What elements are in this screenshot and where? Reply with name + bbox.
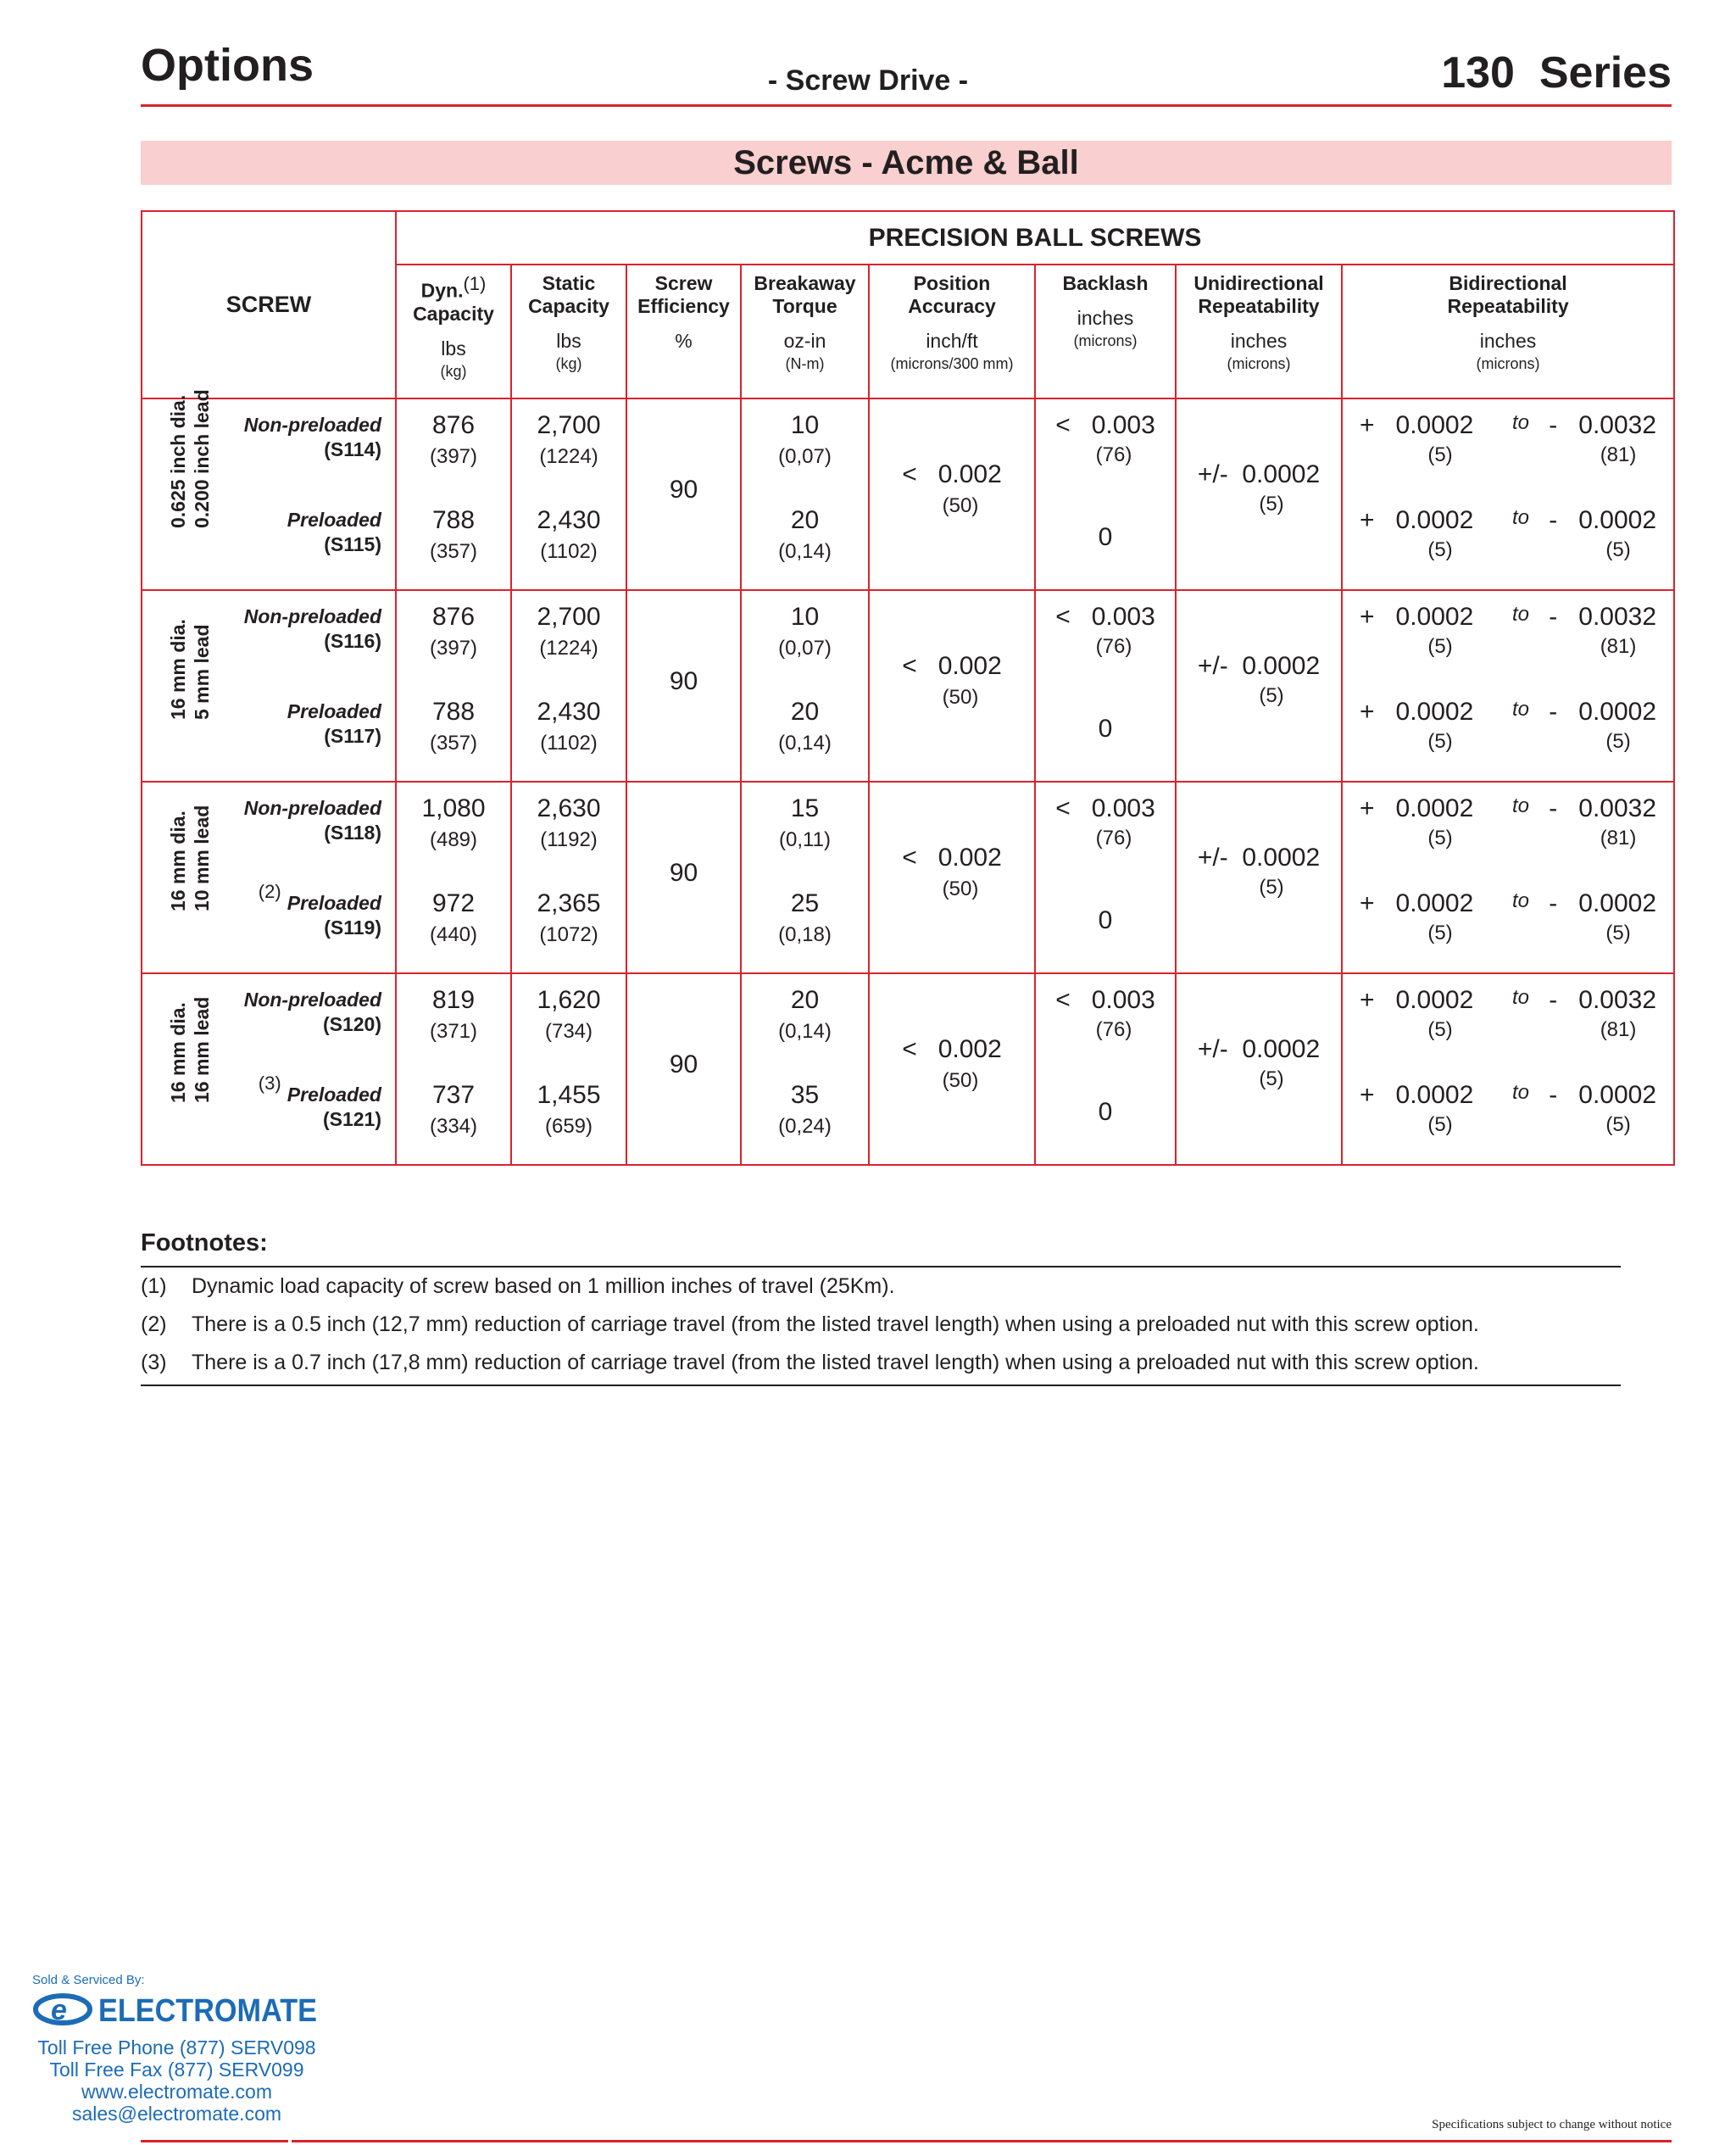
disclaimer-notice: Specifications subject to change without notice — [1432, 2118, 1672, 2131]
footnotes-top-rule — [141, 1266, 1621, 1268]
value: (50) — [942, 494, 979, 517]
variant-code: (S117) — [324, 725, 381, 747]
value: (659) — [544, 1115, 593, 1138]
variant-code: (S118) — [324, 822, 381, 844]
column-title: Position — [913, 272, 991, 294]
torque-cell — [741, 782, 869, 973]
column-header — [869, 265, 1035, 398]
screw-column-header: SCREW — [142, 211, 396, 398]
value: (5) — [1605, 538, 1631, 561]
precision-ball-screws-header: PRECISION BALL SCREWS — [396, 211, 1674, 265]
variant-name: Non-preloaded — [243, 989, 381, 1011]
value: 0 — [1098, 523, 1113, 551]
value: 90 — [669, 667, 698, 695]
value: (0,18) — [778, 923, 832, 946]
header-divider — [141, 104, 1672, 107]
to-label: to — [1511, 506, 1529, 529]
footer-rule-right — [292, 2140, 1672, 2142]
variant-code: (S119) — [324, 916, 381, 939]
column-header — [741, 265, 869, 398]
value: 788 — [431, 506, 476, 534]
sold-by-label: Sold & Serviced By: — [32, 1973, 145, 1987]
value: 788 — [431, 698, 476, 726]
unidirectional-cell — [1176, 782, 1342, 973]
variant-code: (S115) — [324, 533, 381, 555]
column-unit-metric: (microns) — [1476, 355, 1540, 372]
value: (5) — [1259, 876, 1284, 899]
column-unit-metric: (microns) — [1227, 355, 1291, 372]
value: (0,14) — [778, 732, 832, 755]
value: (5) — [1427, 1113, 1453, 1136]
value: < 0.003 — [1055, 986, 1155, 1014]
column-unit: oz-in — [783, 330, 826, 352]
value: (5) — [1427, 443, 1453, 466]
value: (5) — [1259, 493, 1284, 515]
ball-screw-spec-table — [141, 210, 1675, 1166]
brand-name: ELECTROMATE — [98, 1993, 317, 2029]
footnotes-title: Footnotes: — [141, 1229, 268, 1256]
column-unit: lbs — [441, 337, 466, 359]
value: (5) — [1605, 730, 1631, 753]
value: + 0.0002 — [1360, 1081, 1474, 1109]
to-label: to — [1511, 411, 1529, 434]
screw-group-row — [142, 398, 1674, 590]
value: (81) — [1600, 635, 1637, 658]
value: 819 — [431, 986, 476, 1014]
variant-non-preloaded — [244, 604, 381, 654]
value: 737 — [431, 1081, 476, 1109]
column-header — [1035, 265, 1176, 398]
value: + 0.0002 — [1360, 889, 1474, 917]
value: (81) — [1600, 443, 1637, 466]
footnote-1 — [141, 1274, 895, 1299]
value: 0 — [1098, 715, 1113, 743]
variant-name: Preloaded — [287, 892, 381, 914]
value: (5) — [1427, 730, 1453, 753]
footnote-ref: (2) — [258, 881, 281, 902]
value: 2,700 — [537, 603, 601, 631]
value: (50) — [942, 1069, 979, 1092]
value: (0,11) — [779, 828, 831, 851]
value: 0 — [1098, 906, 1113, 934]
column-title: Dyn. — [420, 279, 464, 302]
column-title-line2: Efficiency — [637, 295, 730, 317]
variant-code: (S116) — [324, 630, 381, 652]
page-subtitle: - Screw Drive - — [767, 64, 969, 97]
value: 1,455 — [537, 1081, 601, 1109]
page-section-title: Options — [141, 40, 314, 91]
value: - 0.0032 — [1549, 986, 1657, 1014]
column-unit-metric: (microns) — [1073, 332, 1138, 349]
value: - 0.0002 — [1549, 698, 1657, 726]
column-title-line2: Torque — [772, 295, 837, 317]
value: + 0.0002 — [1360, 986, 1474, 1014]
value: 2,700 — [537, 411, 601, 439]
value: +/- 0.0002 — [1197, 652, 1321, 680]
static-capacity-cell — [511, 973, 626, 1165]
value: 2,430 — [537, 698, 601, 726]
value: (371) — [429, 1020, 478, 1043]
position-accuracy-cell — [869, 782, 1035, 973]
column-unit: inches — [1230, 330, 1288, 352]
bidirectional-cell — [1342, 590, 1674, 782]
to-label: to — [1511, 889, 1529, 912]
value: (81) — [1600, 1018, 1637, 1041]
value: (440) — [429, 923, 478, 946]
torque-cell — [741, 590, 869, 782]
column-header — [511, 265, 626, 398]
value: (1072) — [539, 923, 598, 946]
value: (1102) — [540, 540, 598, 563]
to-label: to — [1511, 794, 1529, 817]
screw-diameter: 16 mm dia. — [167, 1002, 189, 1103]
efficiency-cell — [626, 398, 741, 590]
value: - 0.0002 — [1549, 889, 1657, 917]
to-label: to — [1511, 698, 1529, 721]
screw-cell — [142, 782, 396, 973]
value: (50) — [942, 878, 979, 900]
value: 90 — [669, 476, 698, 504]
variant-code: (S114) — [324, 438, 381, 460]
screw-cell — [142, 973, 396, 1165]
value: < 0.003 — [1055, 411, 1155, 439]
variant-preloaded — [287, 699, 381, 749]
screw-cell — [142, 389, 396, 590]
static-capacity-cell — [511, 782, 626, 973]
footnote-text: There is a 0.5 inch (12,7 mm) reduction of carriage travel (from the listed travel length) when using a preloaded nut with this screw option. — [192, 1312, 1479, 1336]
value: (357) — [429, 540, 478, 563]
bidirectional-cell — [1342, 973, 1674, 1165]
bidirectional-cell — [1342, 782, 1674, 973]
column-title: Static — [542, 272, 596, 294]
column-unit-metric: (kg) — [555, 355, 582, 372]
value: + 0.0002 — [1360, 506, 1474, 534]
value: (5) — [1427, 922, 1453, 944]
column-title-line2: Capacity — [528, 295, 609, 317]
value: + 0.0002 — [1360, 603, 1474, 631]
electromate-swoosh-icon — [36, 1994, 90, 2026]
column-header — [626, 265, 741, 398]
value: +/- 0.0002 — [1197, 844, 1321, 872]
screw-group-row — [142, 782, 1674, 973]
screw-size-label — [142, 981, 213, 1150]
value: +/- 0.0002 — [1197, 460, 1321, 488]
bidirectional-cell — [1342, 398, 1674, 590]
value: 1,080 — [421, 794, 486, 822]
column-unit-metric: (N-m) — [785, 355, 825, 372]
value: (5) — [1605, 922, 1631, 944]
value: 1,620 — [537, 986, 601, 1014]
efficiency-cell — [626, 782, 741, 973]
unidirectional-cell — [1176, 398, 1342, 590]
footnote-ref: (3) — [258, 1072, 281, 1094]
column-title: Backlash — [1062, 272, 1149, 294]
footnotes-bottom-rule — [141, 1384, 1621, 1386]
screw-diameter: 0.625 inch dia. — [167, 394, 189, 528]
value: (397) — [429, 445, 478, 468]
email-link[interactable]: sales@electromate.com — [71, 2103, 282, 2125]
value: (334) — [429, 1115, 478, 1138]
value: + 0.0002 — [1360, 698, 1474, 726]
value: 35 — [790, 1081, 820, 1109]
footnote-ref: (1) — [463, 273, 487, 294]
value: - 0.0032 — [1549, 794, 1657, 822]
value: (1102) — [540, 732, 598, 755]
footer-rule-left — [141, 2140, 288, 2142]
backlash-cell — [1035, 782, 1176, 973]
variant-name: Non-preloaded — [243, 414, 381, 436]
column-header — [1342, 265, 1674, 398]
value: 2,630 — [537, 794, 601, 822]
value: (357) — [429, 732, 478, 755]
value: (0,14) — [778, 540, 832, 563]
value: (0,07) — [778, 445, 832, 468]
backlash-cell — [1035, 398, 1176, 590]
dyn-capacity-cell — [396, 590, 511, 782]
screw-lead: 0.200 inch lead — [191, 389, 213, 528]
value: 90 — [669, 859, 698, 887]
unidirectional-cell — [1176, 590, 1342, 782]
value: (0,07) — [778, 637, 832, 660]
value: - 0.0032 — [1549, 603, 1657, 631]
column-title: Screw — [654, 272, 713, 294]
variant-name: Preloaded — [287, 509, 381, 531]
variant-name: Non-preloaded — [243, 605, 381, 627]
value: - 0.0032 — [1549, 411, 1657, 439]
section-banner: Screws - Acme & Ball — [141, 141, 1672, 185]
column-title-line2: Capacity — [413, 302, 494, 325]
static-capacity-cell — [511, 398, 626, 590]
value: + 0.0002 — [1360, 411, 1474, 439]
variant-preloaded — [258, 881, 381, 940]
torque-cell — [741, 398, 869, 590]
footnote-text: There is a 0.7 inch (17,8 mm) reduction of carriage travel (from the listed travel length) when using a preloaded nut with this screw option. — [192, 1351, 1479, 1374]
variant-name: Preloaded — [287, 700, 381, 722]
variant-non-preloaded — [244, 413, 381, 462]
footnote-number: (3) — [141, 1351, 167, 1374]
value: < 0.003 — [1055, 603, 1155, 631]
variant-preloaded — [258, 1072, 381, 1132]
value: (5) — [1427, 538, 1453, 561]
footnote-3 — [141, 1351, 1479, 1375]
position-accuracy-cell — [869, 973, 1035, 1165]
column-unit: inches — [1077, 307, 1134, 329]
value: 20 — [790, 506, 820, 534]
value: < 0.002 — [902, 652, 1002, 680]
screw-diameter: 16 mm dia. — [167, 811, 189, 911]
value: (76) — [1095, 443, 1132, 466]
value: (5) — [1259, 684, 1284, 707]
screw-group-row — [142, 590, 1674, 782]
screw-size-label — [142, 789, 213, 959]
to-label: to — [1511, 1081, 1529, 1104]
value: < 0.002 — [902, 1035, 1002, 1063]
screw-lead: 5 mm lead — [191, 624, 213, 720]
series-title: 130 Series — [1441, 48, 1672, 98]
variant-non-preloaded — [244, 988, 381, 1037]
website-link[interactable]: www.electromate.com — [81, 2081, 272, 2103]
value: (1192) — [540, 828, 598, 851]
value: < 0.003 — [1055, 794, 1155, 822]
value: (81) — [1600, 827, 1637, 850]
value: 10 — [790, 411, 820, 439]
to-label: to — [1511, 603, 1529, 626]
dyn-capacity-cell — [396, 782, 511, 973]
toll-free-fax: Toll Free Fax (877) SERV099 — [49, 2059, 304, 2081]
variant-name: Preloaded — [287, 1084, 381, 1106]
value: (5) — [1427, 1018, 1453, 1041]
column-title-line2: Accuracy — [908, 295, 996, 317]
value: + 0.0002 — [1360, 794, 1474, 822]
to-label: to — [1511, 986, 1529, 1009]
position-accuracy-cell — [869, 590, 1035, 782]
toll-free-phone: Toll Free Phone (877) SERV098 — [37, 2036, 316, 2059]
torque-cell — [741, 973, 869, 1165]
screw-group-row — [142, 973, 1674, 1165]
variant-code: (S121) — [322, 1108, 381, 1130]
column-unit-metric: (microns/300 mm) — [890, 355, 1014, 372]
value: 10 — [790, 603, 820, 631]
footnote-text: Dynamic load capacity of screw based on 1 million inches of travel (25Km). — [192, 1274, 895, 1298]
value: 2,430 — [537, 506, 601, 534]
value: 25 — [790, 889, 820, 917]
dyn-capacity-cell — [396, 398, 511, 590]
column-unit: inches — [1479, 330, 1537, 352]
svg-text:e: e — [51, 1994, 67, 2026]
screw-diameter: 16 mm dia. — [167, 619, 189, 720]
variant-name: Non-preloaded — [243, 797, 381, 819]
value: - 0.0002 — [1549, 506, 1657, 534]
column-title: Breakaway — [754, 272, 856, 294]
value: 0 — [1098, 1098, 1113, 1126]
column-unit: % — [675, 330, 693, 352]
column-header — [396, 265, 511, 398]
value: (76) — [1095, 827, 1132, 850]
column-unit: inch/ft — [926, 330, 978, 352]
value: (5) — [1259, 1067, 1284, 1090]
value: (76) — [1095, 1018, 1132, 1041]
value: (5) — [1605, 1113, 1631, 1136]
value: (0,24) — [778, 1115, 832, 1138]
value: (5) — [1427, 635, 1453, 658]
dyn-capacity-cell — [396, 973, 511, 1165]
value: 876 — [431, 603, 476, 631]
column-title-line2: Repeatability — [1198, 295, 1320, 317]
value: 2,365 — [537, 889, 601, 917]
screw-size-label — [142, 598, 213, 767]
backlash-cell — [1035, 973, 1176, 1165]
screw-cell — [142, 590, 396, 782]
value: < 0.002 — [902, 460, 1002, 488]
position-accuracy-cell — [869, 398, 1035, 590]
value: 90 — [669, 1050, 698, 1078]
value: +/- 0.0002 — [1197, 1035, 1321, 1063]
value: - 0.0002 — [1549, 1081, 1657, 1109]
unidirectional-cell — [1176, 973, 1342, 1165]
value: (1224) — [539, 637, 598, 660]
value: 15 — [790, 794, 820, 822]
value: (734) — [544, 1020, 593, 1043]
value: 20 — [790, 698, 820, 726]
value: < 0.002 — [902, 844, 1002, 872]
footnote-number: (1) — [141, 1274, 167, 1298]
electromate-logo — [32, 1987, 320, 2030]
screw-size-label — [142, 389, 213, 576]
value: (76) — [1095, 635, 1132, 658]
screw-lead: 10 mm lead — [191, 805, 213, 911]
value: (5) — [1427, 827, 1453, 850]
value: (489) — [429, 828, 478, 851]
variant-non-preloaded — [244, 796, 381, 845]
value: 20 — [790, 986, 820, 1014]
value: (50) — [942, 686, 979, 709]
value: (397) — [429, 637, 478, 660]
column-unit: lbs — [556, 330, 581, 352]
value: 972 — [431, 889, 476, 917]
column-title: Unidirectional — [1194, 272, 1324, 294]
variant-preloaded — [287, 508, 381, 557]
value: 876 — [431, 411, 476, 439]
static-capacity-cell — [511, 590, 626, 782]
backlash-cell — [1035, 590, 1176, 782]
column-unit-metric: (kg) — [440, 362, 467, 380]
column-title-line2: Repeatability — [1447, 295, 1569, 317]
screw-lead: 16 mm lead — [191, 996, 213, 1103]
column-header — [1176, 265, 1342, 398]
footnote-number: (2) — [141, 1312, 167, 1336]
efficiency-cell — [626, 973, 741, 1165]
efficiency-cell — [626, 590, 741, 782]
column-title: Bidirectional — [1449, 272, 1567, 294]
footnote-2 — [141, 1312, 1479, 1337]
value: (1224) — [539, 445, 598, 468]
variant-code: (S120) — [322, 1013, 381, 1035]
value: (0,14) — [778, 1020, 832, 1043]
